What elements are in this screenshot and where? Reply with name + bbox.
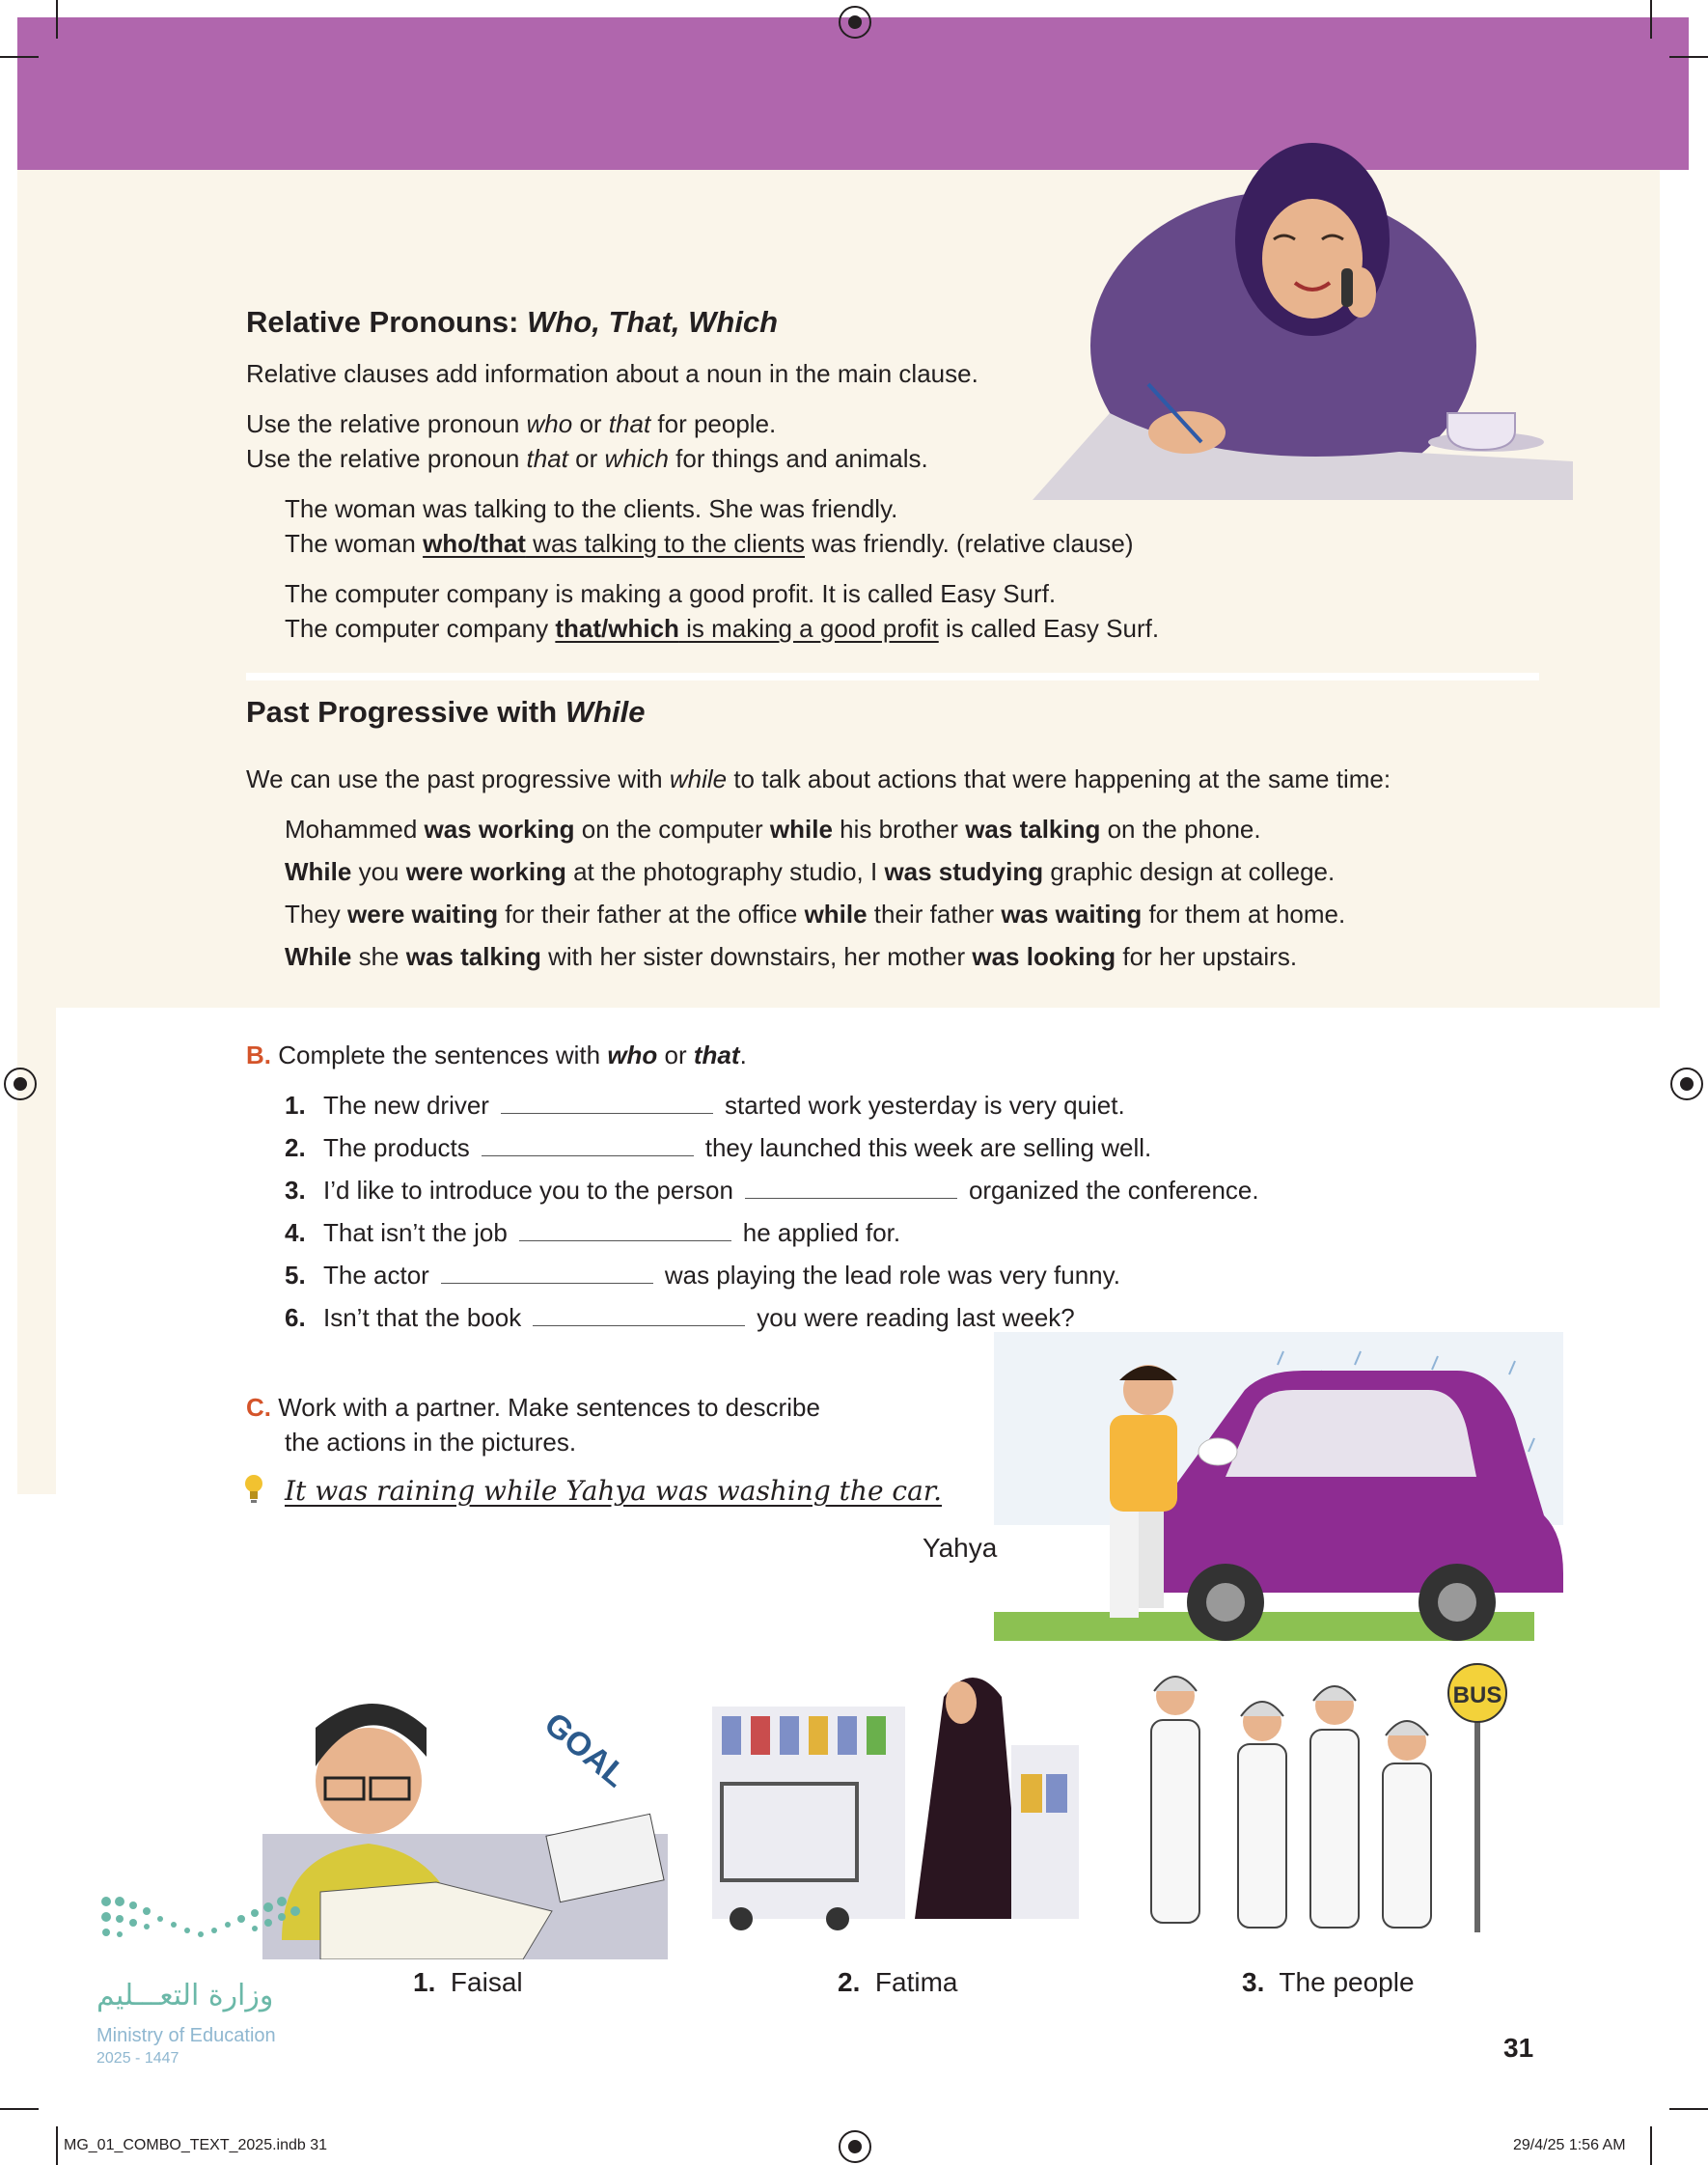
while: While bbox=[285, 857, 352, 886]
caption-1 bbox=[413, 1967, 523, 1998]
example-pronoun: who/that bbox=[423, 529, 526, 558]
woman-writing-illustration bbox=[994, 124, 1573, 519]
ministry-year: 2025 - 1447 bbox=[96, 2050, 179, 2067]
item-number: 1. bbox=[285, 1091, 306, 1120]
exercise-b-item bbox=[285, 1218, 900, 1248]
intro-text: We can use the past progressive with bbox=[246, 764, 670, 793]
progressive-example-4 bbox=[285, 942, 1297, 972]
footer-date: 29/4/25 1:56 AM bbox=[1513, 2137, 1626, 2153]
heading-plain: Relative Pronouns: bbox=[246, 305, 528, 339]
bus-sign-text: BUS bbox=[1452, 1682, 1502, 1708]
crop-mark bbox=[1650, 0, 1652, 39]
rule-text: Use the relative pronoun bbox=[246, 444, 527, 473]
item-text: was playing the lead role was very funny. bbox=[664, 1261, 1120, 1290]
example-text: The woman bbox=[285, 529, 424, 558]
answer-blank[interactable] bbox=[519, 1221, 731, 1241]
ministry-logo-dots bbox=[96, 1892, 309, 1969]
rule-who: who bbox=[526, 409, 573, 438]
exercise-b-item bbox=[285, 1261, 1120, 1291]
lightbulb-icon bbox=[243, 1473, 264, 1506]
caption-name: The people bbox=[1279, 1967, 1415, 1997]
item-text: started work yesterday is very quiet. bbox=[724, 1091, 1125, 1120]
registration-mark-left bbox=[4, 1068, 37, 1100]
item-text: The products bbox=[323, 1133, 470, 1162]
item-text: you were reading last week? bbox=[757, 1303, 1075, 1332]
exercise-b-item bbox=[285, 1303, 1075, 1333]
relative-pronouns-heading bbox=[246, 305, 778, 340]
section-divider bbox=[246, 673, 1539, 680]
caption-number: 2. bbox=[838, 1967, 861, 1997]
crop-mark bbox=[1650, 2126, 1652, 2165]
rule-that: that bbox=[526, 444, 568, 473]
answer-blank[interactable] bbox=[441, 1263, 653, 1284]
rule-that: that bbox=[608, 409, 651, 438]
text: They bbox=[285, 900, 348, 929]
exercise-b-item bbox=[285, 1176, 1259, 1206]
relative-rule-things bbox=[246, 444, 928, 474]
verb: was talking bbox=[965, 815, 1101, 844]
while: while bbox=[769, 815, 833, 844]
item-number: 6. bbox=[285, 1303, 306, 1332]
car-caption: Yahya bbox=[923, 1533, 998, 1563]
caption-number: 1. bbox=[413, 1967, 436, 1997]
while: While bbox=[285, 942, 352, 971]
exercise-c-instruction-line1 bbox=[246, 1393, 820, 1423]
instruction-text: Complete the sentences with bbox=[278, 1041, 608, 1069]
verb: was waiting bbox=[1001, 900, 1143, 929]
heading-italic: While bbox=[565, 695, 646, 729]
verb: was working bbox=[424, 815, 575, 844]
example-2-relative bbox=[285, 614, 1159, 644]
crop-mark bbox=[56, 0, 58, 39]
instruction-text: . bbox=[739, 1041, 747, 1069]
goal-text: GOAL bbox=[537, 1706, 634, 1795]
text: she bbox=[351, 942, 406, 971]
while: while bbox=[804, 900, 868, 929]
item-text: The actor bbox=[323, 1261, 429, 1290]
registration-mark-top bbox=[839, 6, 871, 39]
caption-name: Fatima bbox=[874, 1967, 958, 1997]
progressive-example-1 bbox=[285, 815, 1261, 845]
exercise-b-item bbox=[285, 1133, 1151, 1163]
item-text: Isn’t that the book bbox=[323, 1303, 522, 1332]
verb: were working bbox=[405, 857, 566, 886]
caption-2 bbox=[838, 1967, 958, 1998]
item-number: 3. bbox=[285, 1176, 306, 1205]
answer-blank[interactable] bbox=[745, 1179, 957, 1199]
text: with her sister downstairs, her mother bbox=[540, 942, 973, 971]
example-clause: was talking to the clients bbox=[525, 529, 805, 558]
word-that: that bbox=[693, 1041, 740, 1069]
example-text: is called Easy Surf. bbox=[938, 614, 1160, 643]
instruction-text: or bbox=[657, 1041, 694, 1069]
item-text: The new driver bbox=[323, 1091, 489, 1120]
item-text: That isn’t the job bbox=[323, 1218, 508, 1247]
answer-blank[interactable] bbox=[533, 1306, 745, 1326]
item-text: they launched this week are selling well. bbox=[704, 1133, 1152, 1162]
registration-mark-right bbox=[1670, 1068, 1703, 1100]
instruction-text: Work with a partner. Make sentences to describe bbox=[278, 1393, 820, 1422]
progressive-example-3 bbox=[285, 900, 1345, 930]
caption-number: 3. bbox=[1242, 1967, 1265, 1997]
answer-blank[interactable] bbox=[501, 1094, 713, 1114]
item-text: I’d like to introduce you to the person bbox=[323, 1176, 733, 1205]
caption-3 bbox=[1242, 1967, 1415, 1998]
text: their father bbox=[867, 900, 1002, 929]
registration-mark-bottom bbox=[839, 2130, 871, 2163]
rule-text: or bbox=[567, 444, 605, 473]
relative-rule-people bbox=[246, 409, 776, 439]
example-text: The computer company bbox=[285, 614, 556, 643]
item-text: organized the conference. bbox=[968, 1176, 1259, 1205]
footer-file: MG_01_COMBO_TEXT_2025.indb 31 bbox=[64, 2137, 328, 2153]
fatima-shopping-illustration bbox=[702, 1658, 1098, 1948]
example-2-simple: The computer company is making a good profit. It is called Easy Surf. bbox=[285, 579, 1057, 608]
verb: was studying bbox=[884, 857, 1044, 886]
answer-blank[interactable] bbox=[482, 1136, 694, 1156]
crop-mark bbox=[0, 2108, 39, 2110]
heading-plain: Past Progressive with bbox=[246, 695, 565, 729]
verb: was looking bbox=[972, 942, 1116, 971]
past-progressive-heading bbox=[246, 695, 645, 730]
rule-text: or bbox=[572, 409, 609, 438]
text: for her upstairs. bbox=[1116, 942, 1298, 971]
item-number: 2. bbox=[285, 1133, 306, 1162]
example-1-simple: The woman was talking to the clients. She was friendly. bbox=[285, 494, 898, 523]
text: at the photography studio, I bbox=[565, 857, 885, 886]
text: you bbox=[351, 857, 406, 886]
word-who: who bbox=[607, 1041, 658, 1069]
car-washing-illustration bbox=[994, 1332, 1563, 1641]
text: Mohammed bbox=[285, 815, 425, 844]
crop-mark bbox=[1669, 2108, 1708, 2110]
example-sentence: It was raining while Yahya was washing the car. bbox=[285, 1475, 942, 1507]
page-number: 31 bbox=[1503, 2033, 1534, 2063]
caption-name: Faisal bbox=[450, 1967, 523, 1997]
intro-while: while bbox=[669, 764, 728, 793]
text: on the computer bbox=[574, 815, 770, 844]
exercise-c-instruction-line2: the actions in the pictures. bbox=[285, 1428, 577, 1457]
rule-text: for things and animals. bbox=[668, 444, 928, 473]
progressive-intro bbox=[246, 764, 1391, 794]
exercise-b-item bbox=[285, 1091, 1125, 1121]
progressive-example-2 bbox=[285, 857, 1335, 887]
exercise-c-letter: C. bbox=[246, 1393, 271, 1422]
rule-text: Use the relative pronoun bbox=[246, 409, 527, 438]
item-number: 4. bbox=[285, 1218, 306, 1247]
verb: were waiting bbox=[347, 900, 499, 929]
rule-which: which bbox=[604, 444, 669, 473]
text: graphic design at college. bbox=[1043, 857, 1336, 886]
exercise-b-instruction bbox=[246, 1041, 747, 1070]
crop-mark bbox=[56, 2126, 58, 2165]
exercise-b-letter: B. bbox=[246, 1041, 271, 1069]
item-number: 5. bbox=[285, 1261, 306, 1290]
faisal-studying-illustration bbox=[262, 1689, 668, 1959]
relative-intro: Relative clauses add information about a noun in the main clause. bbox=[246, 359, 978, 388]
text: for their father at the office bbox=[498, 900, 805, 929]
item-text: he applied for. bbox=[742, 1218, 901, 1247]
example-text: was friendly. (relative clause) bbox=[805, 529, 1134, 558]
ministry-arabic: وزارة التعـــليم bbox=[96, 1979, 274, 2012]
example-pronoun: that/which bbox=[555, 614, 679, 643]
intro-text: to talk about actions that were happening at the same time: bbox=[727, 764, 1391, 793]
text: for them at home. bbox=[1142, 900, 1346, 929]
people-bus-stop-illustration bbox=[1137, 1652, 1523, 1942]
rule-text: for people. bbox=[650, 409, 777, 438]
text: on the phone. bbox=[1100, 815, 1261, 844]
heading-italic: Who, That, Which bbox=[527, 305, 779, 339]
crop-mark bbox=[1669, 56, 1708, 58]
ministry-english: Ministry of Education bbox=[96, 2025, 276, 2046]
text: his brother bbox=[832, 815, 966, 844]
verb: was talking bbox=[405, 942, 541, 971]
example-1-relative bbox=[285, 529, 1134, 559]
crop-mark bbox=[0, 56, 39, 58]
example-clause: is making a good profit bbox=[678, 614, 939, 643]
